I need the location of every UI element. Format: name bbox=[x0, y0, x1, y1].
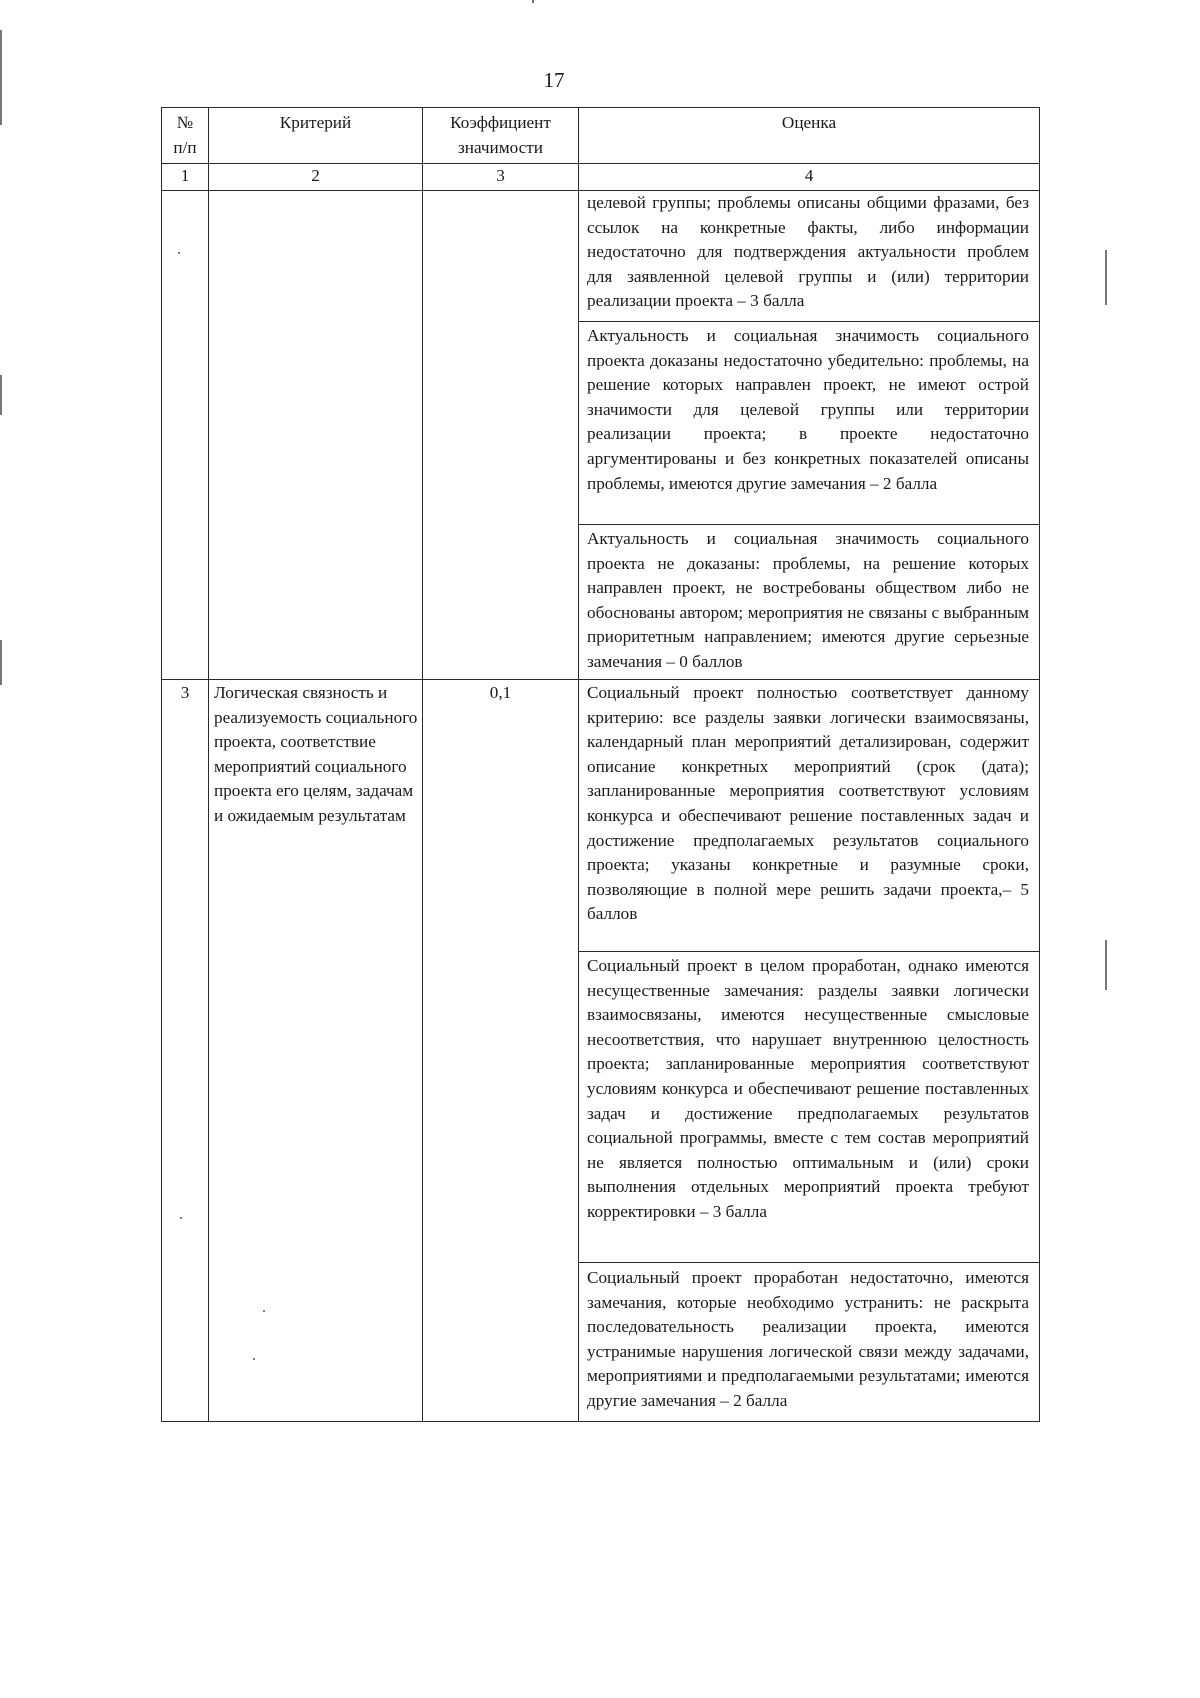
column-number: 1 bbox=[162, 164, 209, 191]
header-criterion bbox=[209, 108, 423, 164]
column-number: 2 bbox=[209, 164, 423, 191]
table-row bbox=[162, 191, 1040, 322]
column-number: 4 bbox=[579, 164, 1040, 191]
criteria-table bbox=[161, 107, 1040, 1422]
rating-cell bbox=[579, 191, 1040, 322]
header-rating-label: Оценка bbox=[781, 113, 837, 132]
header-coefficient-line: значимости bbox=[457, 137, 543, 157]
header-coefficient-line: Коэффициент bbox=[450, 113, 551, 132]
rating-cell bbox=[579, 680, 1040, 952]
header-criterion-label: Критерий bbox=[279, 113, 352, 132]
rating-cell bbox=[579, 525, 1040, 680]
rating-text: Актуальность и социальная значимость социального проекта не доказаны: проблемы, на решение которых направлен проект, не востребованы обществом либо не обоснованы автором; мероприятия не связаны с выбранным приоритетным направлением; имеются другие серьезные замечания – 0 баллов bbox=[587, 529, 1029, 671]
coefficient-cell: 0,1 bbox=[423, 680, 579, 1422]
scan-edge-mark bbox=[0, 375, 2, 415]
rating-text: Социальный проект полностью соответствует данному критерию: все разделы заявки логически взаимосвязаны, календарный план мероприятий детализирован, содержит описание конкретных мероприятий (срок (дата); запланированные мероприятия соответствуют условиям конкурса и обеспечивают решение поставленных задач и достижение предполагаемых результатов социального проекта; указаны конкретные и разумные сроки, позволяющие в полной мере решить задачи проекта,– 5 баллов bbox=[587, 683, 1029, 924]
rating-cell bbox=[579, 322, 1040, 525]
number-cell: 3 bbox=[162, 680, 209, 1422]
rating-cell bbox=[579, 1263, 1040, 1422]
rating-cell bbox=[579, 952, 1040, 1263]
scan-edge-mark bbox=[532, 0, 534, 3]
scan-edge-mark bbox=[1105, 250, 1107, 305]
criterion-cell bbox=[209, 191, 423, 680]
column-number-row bbox=[162, 164, 1040, 191]
coefficient-cell bbox=[423, 191, 579, 680]
header-rating bbox=[579, 108, 1040, 164]
scan-edge-mark bbox=[0, 640, 2, 685]
scan-edge-mark bbox=[1105, 940, 1107, 990]
header-number bbox=[162, 108, 209, 164]
rating-text: Социальный проект в целом проработан, однако имеются несущественные замечания: разделы заявки логически взаимосвязаны, имеются несущественные смысловые несоответствия, что нарушает внутреннюю целостность проекта; запланированные мероприятия соответствуют условиям конкурса и обеспечивают решение поставленных задач и достижение предполагаемых результатов социальной программы, вместе с тем состав мероприятий не является полностью оптимальным и (или) сроки выполнения отдельных мероприятий проекта требуют корректировки – 3 балла bbox=[587, 956, 1029, 1221]
table-row bbox=[162, 680, 1040, 952]
criterion-cell: Логическая связность и реализуемость социального проекта, соответствие мероприятий социального проекта его целям, задачам и ожидаемым результатам bbox=[209, 680, 423, 1422]
header-coefficient bbox=[423, 108, 579, 164]
rating-text: Актуальность и социальная значимость социального проекта доказаны недостаточно убедительно: проблемы, на решение которых направлен проект, не имеют острой значимости для целевой группы или территории реализации проекта; в проекте недостаточно аргументированы и без конкретных показателей описаны проблемы, имеются другие замечания – 2 балла bbox=[587, 326, 1029, 493]
header-number-line: п/п bbox=[173, 137, 197, 157]
page-number: 17 bbox=[543, 68, 565, 92]
number-cell bbox=[162, 191, 209, 680]
rating-text: Социальный проект проработан недостаточно, имеются замечания, которые необходимо устранить: не раскрыта последовательность реализации проекта, имеются устранимые нарушения логической связи между задачами, мероприятиями и предполагаемыми результатами; имеются другие замечания – 2 балла bbox=[587, 1268, 1029, 1410]
header-number-line: № bbox=[176, 113, 194, 132]
rating-text: целевой группы; проблемы описаны общими фразами, без ссылок на конкретные факты, либо информации недостаточно для подтверждения актуальности проблем для заявленной целевой группы и (или) территории реализации проекта – 3 балла bbox=[587, 193, 1029, 311]
column-number: 3 bbox=[423, 164, 579, 191]
table-header-row bbox=[162, 108, 1040, 164]
